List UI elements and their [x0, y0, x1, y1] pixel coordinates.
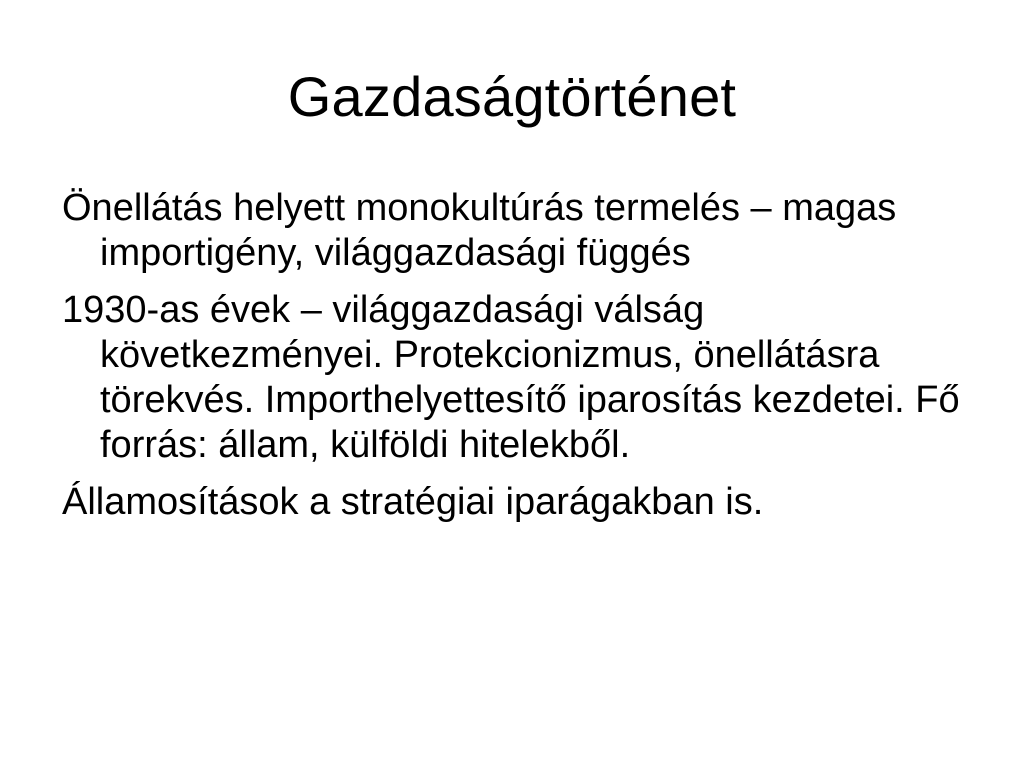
slide-title: Gazdaságtörténet — [287, 65, 737, 128]
bullet-list — [62, 186, 962, 537]
bullet-item-self-sufficiency: Önellátás helyett monokultúrás termelés – magas importigény, világgazdasági függés — [62, 187, 897, 274]
bullet-item-nationalization: Államosítások a stratégiai iparágakban is. — [62, 481, 764, 523]
bullet-item-1930s-crisis: 1930-as évek – világgazdasági válság következményei. Protekcionizmus, önellátásra törekvés. Importhelyettesítő iparosítás kezdetei. Fő forrás: állam, külföldi hitelekből. — [62, 289, 960, 466]
